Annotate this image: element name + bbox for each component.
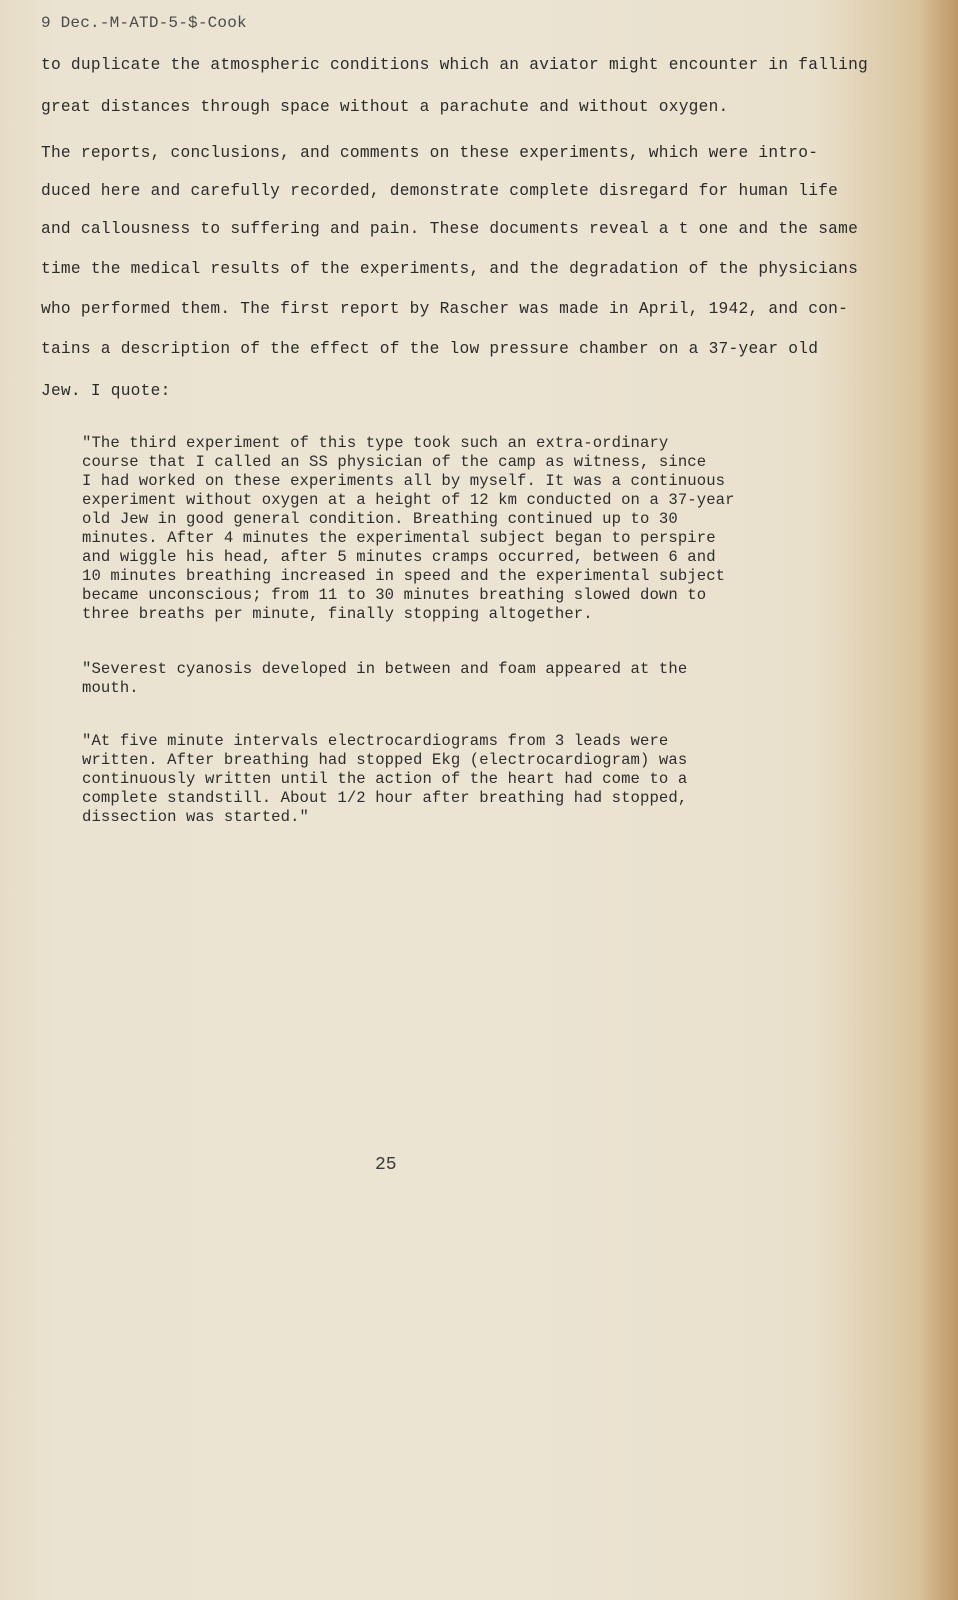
document-header: 9 Dec.-M-ATD-5-$-Cook <box>41 14 247 32</box>
body-line: The reports, conclusions, and comments on these experiments, which were intro- <box>41 144 819 162</box>
quote-line: I had worked on these experiments all by myself. It was a continuous <box>82 472 726 490</box>
quote-line: "The third experiment of this type took such an extra-ordinary <box>82 434 669 452</box>
quote-line: 10 minutes breathing increased in speed and the experimental subject <box>82 567 726 585</box>
body-line: Jew. I quote: <box>41 382 171 400</box>
quote-line: became unconscious; from 11 to 30 minutes breathing slowed down to <box>82 586 707 604</box>
quote-line: complete standstill. About 1/2 hour after breathing had stopped, <box>82 789 688 807</box>
quote-line: continuously written until the action of the heart had come to a <box>82 770 688 788</box>
page-number: 25 <box>375 1155 397 1175</box>
body-line: to duplicate the atmospheric conditions which an aviator might encounter in falling <box>41 56 869 74</box>
quote-line: experiment without oxygen at a height of 12 km conducted on a 37-year <box>82 491 735 509</box>
body-line: who performed them. The first report by Rascher was made in April, 1942, and con- <box>41 300 849 318</box>
body-line: and callousness to suffering and pain. These documents reveal a t one and the same <box>41 220 859 238</box>
body-line: duced here and carefully recorded, demonstrate complete disregard for human life <box>41 182 839 200</box>
quote-line: minutes. After 4 minutes the experimental subject began to perspire <box>82 529 716 547</box>
body-line: great distances through space without a parachute and without oxygen. <box>41 98 729 116</box>
quote-line: old Jew in good general condition. Breathing continued up to 30 <box>82 510 678 528</box>
quote-line: course that I called an SS physician of the camp as witness, since <box>82 453 707 471</box>
quote-line: mouth. <box>82 679 139 697</box>
body-line: tains a description of the effect of the low pressure chamber on a 37-year old <box>41 340 819 358</box>
quote-line: and wiggle his head, after 5 minutes cramps occurred, between 6 and <box>82 548 716 566</box>
quote-line: dissection was started." <box>82 808 309 826</box>
quote-line: written. After breathing had stopped Ekg (electrocardiogram) was <box>82 751 688 769</box>
quote-line: "At five minute intervals electrocardiograms from 3 leads were <box>82 732 669 750</box>
quote-line: "Severest cyanosis developed in between and foam appeared at the <box>82 660 688 678</box>
body-line: time the medical results of the experiments, and the degradation of the physicians <box>41 260 859 278</box>
quote-line: three breaths per minute, finally stopping altogether. <box>82 605 593 623</box>
